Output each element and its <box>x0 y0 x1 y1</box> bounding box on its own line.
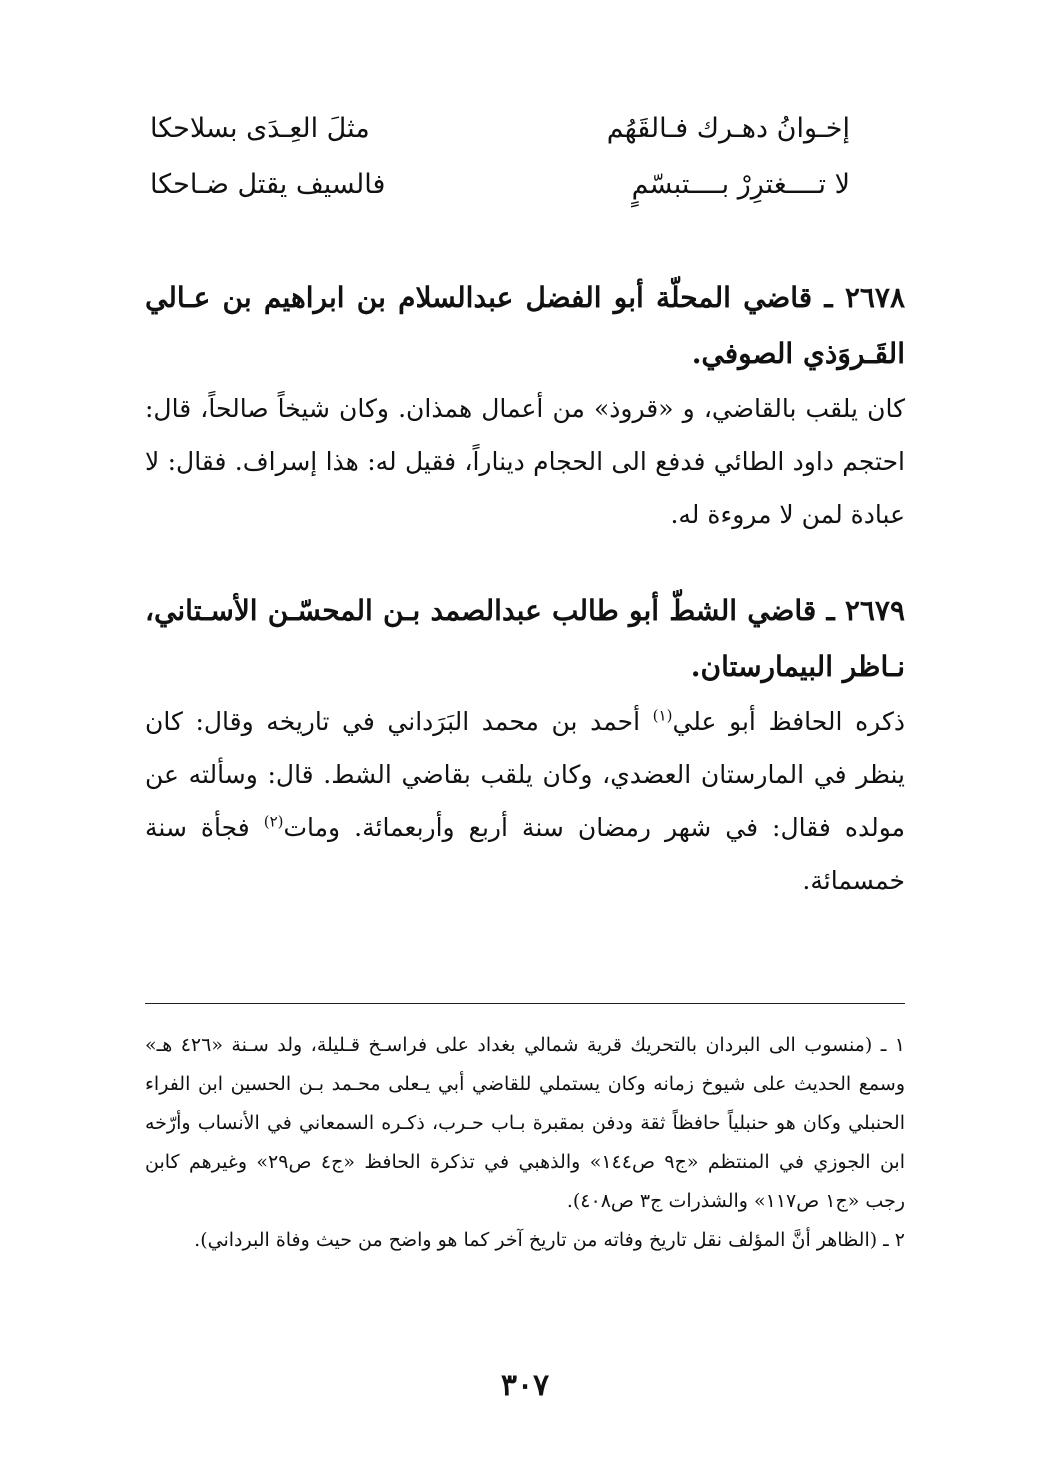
entry-heading: ٢٦٧٩ ـ قاضي الشطّ أبو طالب عبدالصمد بـن المحسّـن الأسـتاني، نـاظر البيمارستان. <box>145 594 905 683</box>
entry-heading: ٢٦٧٨ ـ قاضي المحلّة أبو الفضل عبدالسلام بن ابراهيم بن عـالي القَـروَذي الصوفي. <box>145 281 905 370</box>
footnotes <box>145 1026 905 1260</box>
poem-line <box>150 156 850 212</box>
entry-body-text: كان يلقب بالقاضي، و «قروذ» من أعمال همذان. وكان شيخاً صالحاً، قال: احتجم داود الطائي فدفع الى الحجام ديناراً، فقيل له: هذا إسراف. فقال: لا عبادة لمن لا مروءة له. <box>145 394 905 529</box>
poem-line <box>150 100 850 156</box>
entry-body <box>145 695 905 907</box>
poem-hemistich-second: مثلَ العِـدَى بسلاحكا <box>150 112 370 144</box>
poem-hemistich-second: فالسيف يقتل ضـاحكا <box>150 168 386 200</box>
page-number: ٣٠٧ <box>500 1368 550 1403</box>
poem-hemistich-first: لا تــــغترِرْ بــــتبسّمٍ <box>631 168 850 200</box>
entry-body <box>145 382 905 541</box>
entry-body-text: أحمد بن محمد البَرَداني في تاريخه وقال: كان ينظر في المارستان العضدي، وكان يلقب بقاضي الشط. قال: وسألته عن مولده فقال: في شهر رمضان سنة أربع وأربعمائة. ومات <box>145 707 906 842</box>
footnote-2: ٢ ـ (الظاهر أنَّ المؤلف نقل تاريخ وفاته من تاريخ آخر كما هو واضح من حيث وفاة البرداني). <box>194 1229 905 1251</box>
entry-body-text: ذكره الحافظ أبو علي <box>672 707 905 736</box>
entry-2679 <box>145 583 905 907</box>
footnote-divider <box>145 1003 905 1004</box>
entry-2678 <box>145 270 905 541</box>
entry-body-text: فجأة سنة خمسمائة. <box>145 813 905 895</box>
poem <box>150 100 850 212</box>
poem-hemistich-first: إخـوانُ دهـرك فـالقَهُم <box>606 112 850 144</box>
footnote-ref-1[interactable]: (١) <box>652 706 673 725</box>
footnote-ref-2[interactable]: (٢) <box>263 812 284 831</box>
footnote-1: ١ ـ (منسوب الى البردان بالتحريك قرية شمالي بغداد على فراسـخ قـليلة، ولد سـنة «٤٢٦ هـ» وسمع الحديث على شيوخ زمانه وكان يستملي للقاضي أبي يـعلى محـمد بـن الحسين ابن الفراء الحنبلي وكان هو حنبلياً حافظاً ثقة ودفن بمقبرة بـاب حـرب، ذكـره السمعاني في الأنساب وأرّخه ابن الجوزي في المنتظم «ج٩ ص١٤٤» والذهبي في تذكرة الحافظ «ج٤ ص٢٩» وغيرهم كابن رجب «ج١ ص١١٧» والشذرات ج٣ ص٤٠٨). <box>145 1034 906 1212</box>
